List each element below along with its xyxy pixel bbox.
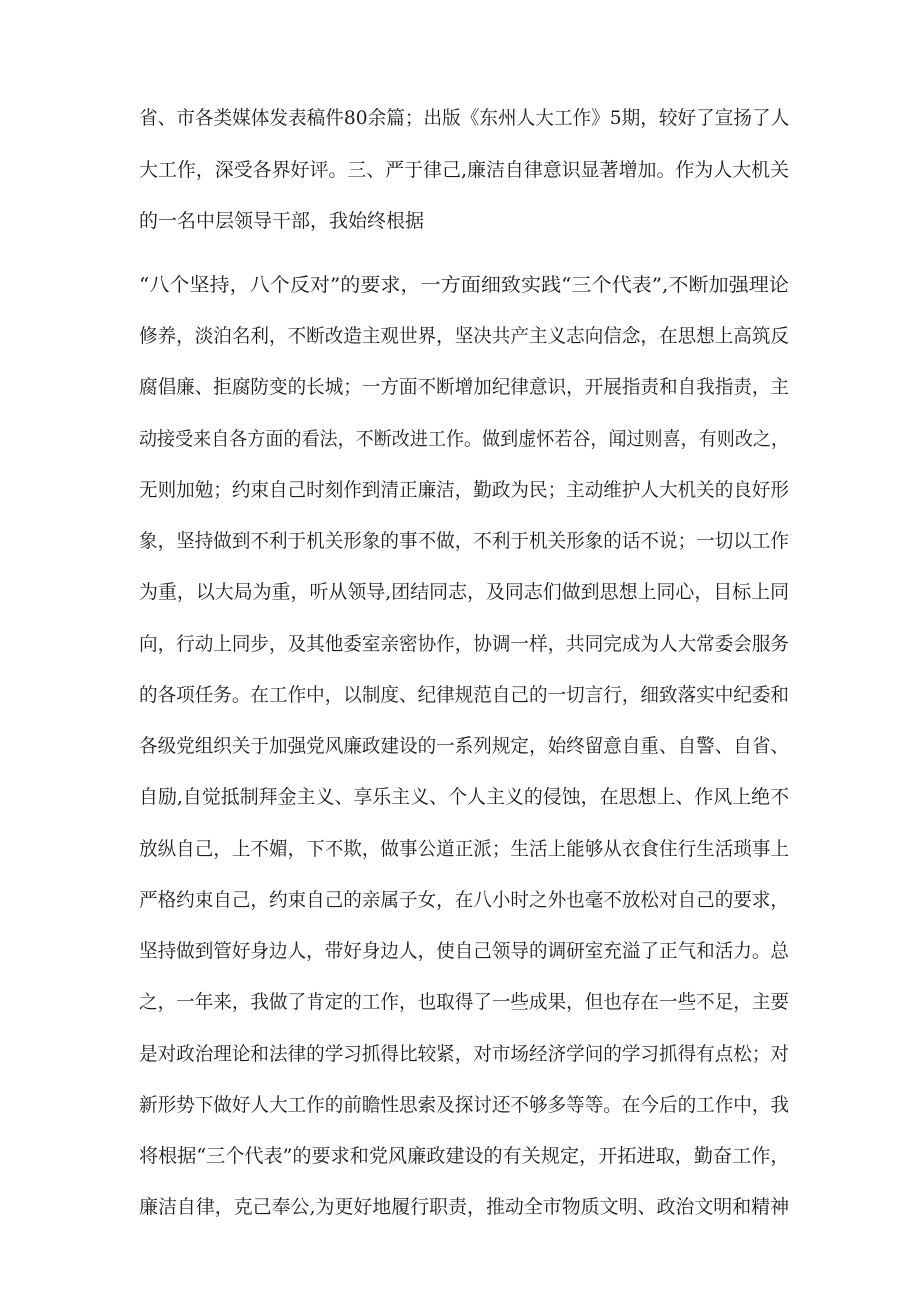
text-line: 无则加勉；约束自己时刻作到清正廉洁，勤政为民；主动维护人大机关的良好形 [139,479,790,501]
text-line: 将根据“三个代表”的要求和党风廉政建设的有关规定，开拓进取，勤奋工作， [139,1145,790,1167]
text-line: 放纵自己，上不媚，下不欺，做事公道正派；生活上能够从衣食住行生活琐事上 [139,838,790,860]
text-line: 的一名中层领导干部，我始终根据 [139,210,425,232]
text-line: 向，行动上同步，及其他委室亲密协作，协调一样，共同完成为人大常委会服务 [139,633,790,655]
text-line: 新形势下做好人大工作的前瞻性思索及探讨还不够多等等。在今后的工作中，我 [139,1094,790,1116]
text-line: 动接受来自各方面的看法，不断改进工作。做到虚怀若谷，闻过则喜，有则改之， [139,428,790,450]
text-line: 的各项任务。在工作中，以制度、纪律规范自己的一切言行，细致落实中纪委和 [139,684,790,706]
text-line: 省、市各类媒体发表稿件80余篇；出版《东州人大工作》5期，较好了宣扬了人 [139,107,790,129]
text-line: 是对政治理论和法律的学习抓得比较紧，对市场经济学问的学习抓得有点松；对 [139,1043,790,1065]
text-line: 严格约束自己，约束自己的亲属子女，在八小时之外也毫不放松对自己的要求， [139,889,790,911]
text-line: 大工作，深受各界好评。三、严于律己,廉洁自律意识显著增加。作为人大机关 [139,159,790,181]
text-line: 坚持做到管好身边人，带好身边人，使自己领导的调研室充溢了正气和活力。总 [139,940,790,962]
text-line: 象，坚持做到不利于机关形象的事不做，不利于机关形象的话不说；一切以工作 [139,530,790,552]
text-line: 修养，淡泊名利，不断改造主观世界，坚决共产主义志向信念，在思想上高筑反 [139,325,790,347]
text-line: 自励,自觉抵制拜金主义、享乐主义、个人主义的侵蚀，在思想上、作风上绝不 [139,786,790,808]
text-line: 廉洁自律，克己奉公,为更好地履行职责，推动全市物质文明、政治文明和精神 [139,1196,790,1218]
text-line: 腐倡廉、拒腐防变的长城；一方面不断增加纪律意识，开展指责和自我指责，主 [139,376,790,398]
text-line: 各级党组织关于加强党风廉政建设的一系列规定，始终留意自重、自警、自省、 [139,735,790,757]
text-line: 为重，以大局为重，听从领导,团结同志，及同志们做到思想上同心，目标上同 [139,581,790,603]
text-line: 之，一年来，我做了肯定的工作，也取得了一些成果，但也存在一些不足，主要 [139,991,790,1013]
text-line: “八个坚持，八个反对”的要求，一方面细致实践“三个代表”,不断加强理论 [139,274,789,296]
